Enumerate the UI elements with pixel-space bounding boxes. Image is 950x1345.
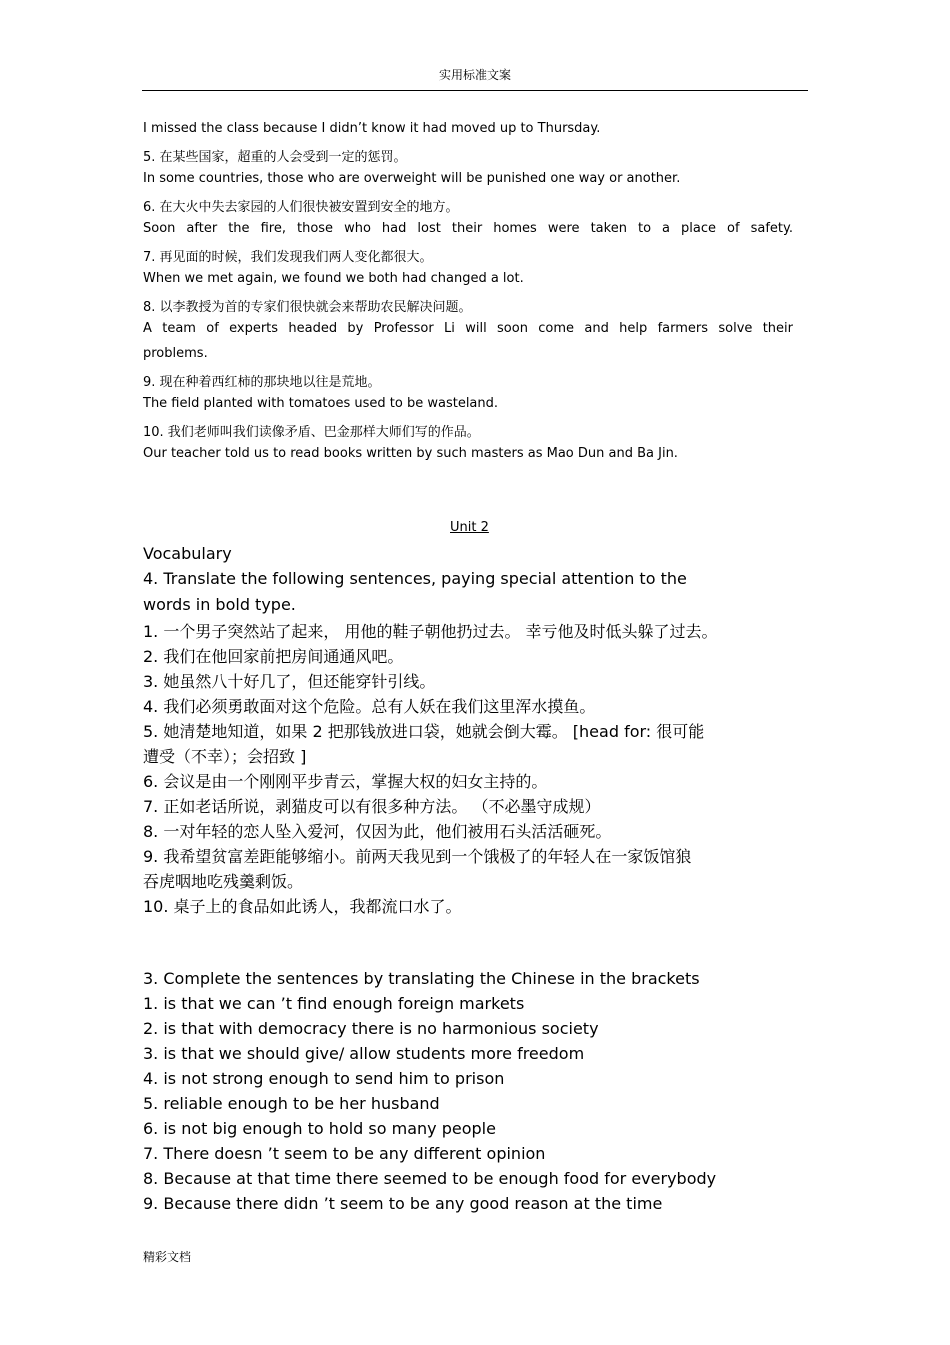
text-line: 2. is that with democracy there is no harmonious society bbox=[143, 1019, 599, 1038]
text-line: 1. 一个男子突然站了起来， 用他的鞋子朝他扔过去。 幸亏他及时低头躲了过去。 bbox=[143, 622, 718, 641]
page-header: 实用标准文案 bbox=[438, 68, 511, 82]
text-line: 1. is that we can ’t find enough foreign markets bbox=[143, 994, 525, 1013]
page-footer: 精彩文档 bbox=[143, 1250, 192, 1264]
text-line: 3. is that we should give/ allow students more freedom bbox=[143, 1044, 585, 1063]
text-line: 4. Translate the following sentences, paying special attention to the bbox=[143, 569, 687, 588]
text-line: 遭受（不幸）；会招致 ] bbox=[143, 747, 307, 766]
text-line: 吞虎咽地吃残羹剩饭。 bbox=[143, 872, 304, 891]
text-line: 5. 她清楚地知道，如果 2 把那钱放进口袋，她就会倒大霉。 [head for: 很可能 bbox=[143, 722, 705, 741]
text-line: The field planted with tomatoes used to be wasteland. bbox=[143, 396, 499, 411]
text-line: In some countries, those who are overweight will be punished one way or another. bbox=[143, 171, 681, 186]
text-line: 2. 我们在他回家前把房间通通风吧。 bbox=[143, 647, 404, 666]
text-line: 9. Because there didn ’t seem to be any good reason at the time bbox=[143, 1194, 663, 1213]
text-line: 4. is not strong enough to send him to prison bbox=[143, 1069, 505, 1088]
text-line: 8. 以李教授为首的专家们很快就会来帮助农民解决问题。 bbox=[143, 300, 472, 315]
text-line: I missed the class because I didn’t know it had moved up to Thursday. bbox=[143, 121, 601, 136]
text-line: 7. There doesn ’t seem to be any different opinion bbox=[143, 1144, 546, 1163]
text-line: 3. 她虽然八十好几了，但还能穿针引线。 bbox=[143, 672, 436, 691]
section-heading: 3. Complete the sentences by translating the Chinese in the brackets bbox=[143, 969, 700, 988]
text-line: 7. 再见面的时候，我们发现我们两人变化都很大。 bbox=[143, 250, 433, 265]
section-heading: Vocabulary bbox=[143, 544, 232, 563]
text-line: 4. 我们必须勇敢面对这个危险。总有人妖在我们这里浑水摸鱼。 bbox=[143, 697, 596, 716]
text-line: Our teacher told us to read books written by such masters as Mao Dun and Ba Jin. bbox=[143, 446, 678, 461]
text-line: 9. 现在种着西红柿的那块地以往是荒地。 bbox=[143, 375, 381, 390]
text-line: 8. 一对年轻的恋人坠入爱河，仅因为此，他们被用石头活活砸死。 bbox=[143, 822, 612, 841]
text-line: 5. 在某些国家，超重的人会受到一定的惩罚。 bbox=[143, 150, 407, 165]
text-line: A team of experts headed by Professor Li will soon come and help farmers solve their bbox=[143, 321, 793, 336]
text-line: words in bold type. bbox=[143, 595, 296, 614]
text-line: 9. 我希望贫富差距能够缩小。前两天我见到一个饿极了的年轻人在一家饭馆狼 bbox=[143, 847, 692, 866]
text-line: 10. 我们老师叫我们读像矛盾、巴金那样大师们写的作品。 bbox=[143, 425, 480, 440]
text-line: 7. 正如老话所说，剥猫皮可以有很多种方法。 （不必墨守成规） bbox=[143, 797, 601, 816]
text-line: 10. 桌子上的食品如此诱人，我都流口水了。 bbox=[143, 897, 462, 916]
text-line: 8. Because at that time there seemed to be enough food for everybody bbox=[143, 1169, 717, 1188]
text-line: 6. is not big enough to hold so many people bbox=[143, 1119, 496, 1138]
text-line: 6. 在大火中失去家园的人们很快被安置到安全的地方。 bbox=[143, 200, 459, 215]
unit-title: Unit 2 bbox=[450, 520, 489, 535]
text-line: When we met again, we found we both had changed a lot. bbox=[143, 271, 524, 286]
text-line: 5. reliable enough to be her husband bbox=[143, 1094, 440, 1113]
header-rule bbox=[142, 90, 808, 91]
text-line: Soon after the fire, those who had lost their homes were taken to a place of safety. bbox=[143, 221, 793, 236]
text-line: 6. 会议是由一个刚刚平步青云，掌握大权的妇女主持的。 bbox=[143, 772, 548, 791]
text-line: problems. bbox=[143, 346, 208, 361]
